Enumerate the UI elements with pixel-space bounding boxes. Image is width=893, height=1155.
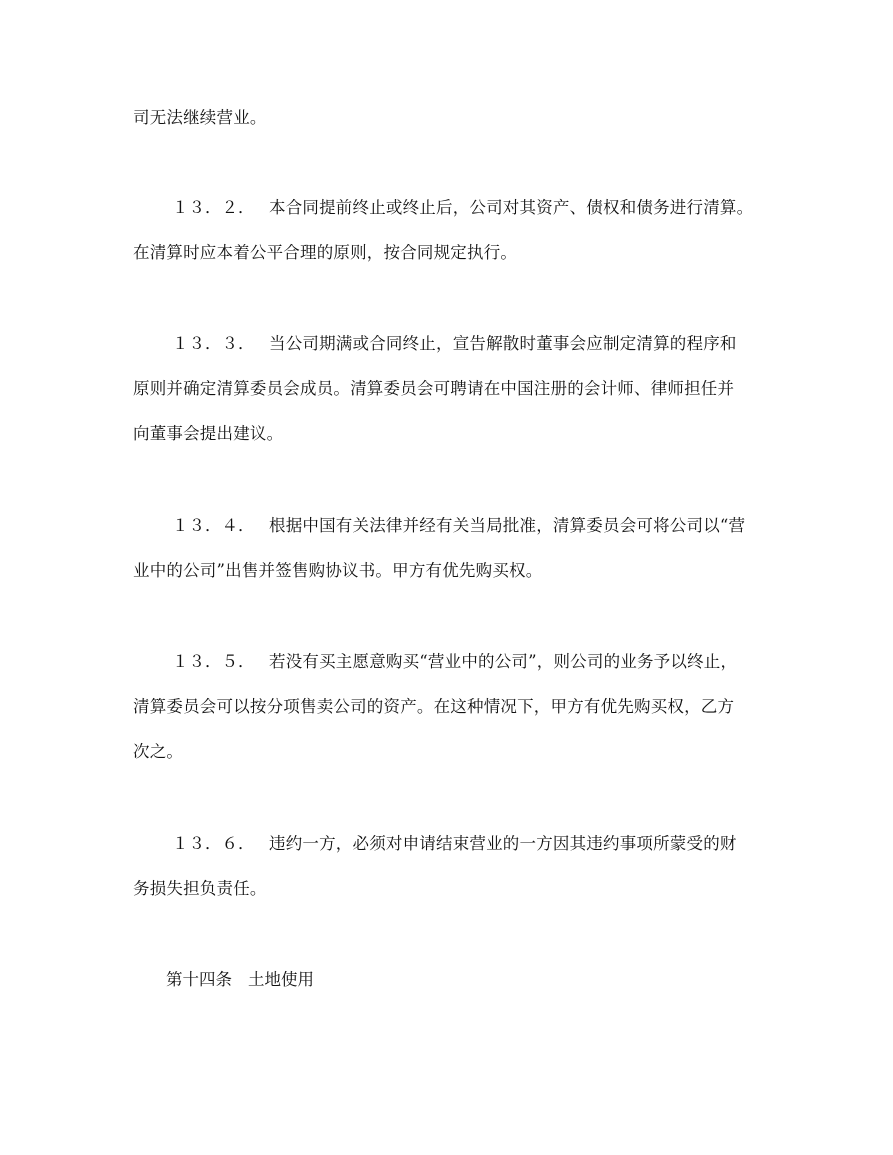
clause-number: １３．６．	[172, 834, 255, 853]
article-title: 土地使用	[248, 970, 314, 989]
clause-number: １３．２．	[172, 198, 255, 217]
clause-text: 若没有买主愿意购买“营业中的公司”，则公司的业务予以终止，	[269, 652, 738, 671]
section-heading	[166, 970, 314, 990]
clause-number: １３．５．	[172, 652, 255, 671]
clause-13-2-line-2: 在清算时应本着公平合理的原则，按合同规定执行。	[133, 243, 518, 262]
article-number: 第十四条	[166, 970, 232, 989]
clause-number: １３．３．	[172, 334, 255, 353]
clause-13-3-line-3: 向董事会提出建议。	[133, 424, 284, 443]
clause-13-3-line-1	[172, 334, 737, 354]
clause-13-5-line-1	[172, 652, 737, 672]
clause-13-3-line-2: 原则并确定清算委员会成员。清算委员会可聘请在中国注册的会计师、律师担任并	[133, 379, 735, 398]
lead-line: 司无法继续营业。	[133, 108, 267, 127]
clause-text: 当公司期满或合同终止，宣告解散时董事会应制定清算的程序和	[269, 334, 737, 353]
clause-13-5-line-3: 次之。	[133, 742, 184, 761]
clause-13-4-line-2: 业中的公司”出售并签售购协议书。甲方有优先购买权。	[133, 561, 543, 580]
clause-text: 违约一方，必须对申请结束营业的一方因其违约事项所蒙受的财	[269, 834, 737, 853]
clause-13-6-line-1	[172, 834, 737, 854]
clause-text: 本合同提前终止或终止后，公司对其资产、债权和债务进行清算。	[269, 198, 754, 217]
clause-number: １３．４．	[172, 516, 255, 535]
clause-text: 根据中国有关法律并经有关当局批准，清算委员会可将公司以“营	[269, 516, 746, 535]
clause-13-2-line-1	[172, 198, 753, 218]
clause-13-6-line-2: 务损失担负责任。	[133, 879, 267, 898]
clause-13-5-line-2: 清算委员会可以按分项售卖公司的资产。在这种情况下，甲方有优先购买权，乙方	[133, 697, 735, 716]
clause-13-4-line-1	[172, 516, 745, 536]
